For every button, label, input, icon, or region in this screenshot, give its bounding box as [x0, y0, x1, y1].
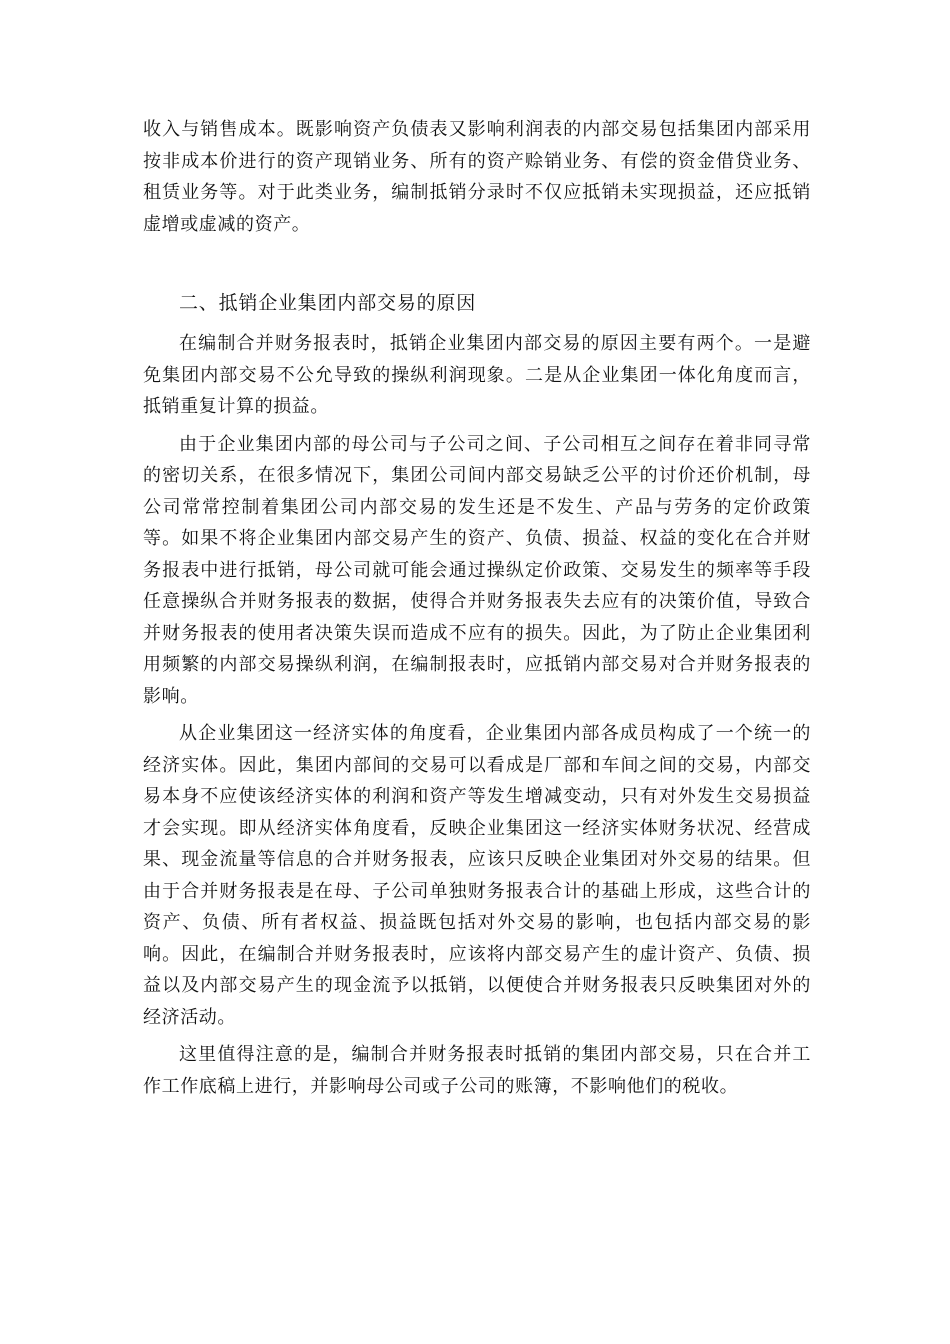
paragraph-note: 这里值得注意的是，编制合并财务报表时抵销的集团内部交易，只在合并工作工作底稿上进行，并影响母公司或子公司的账簿，不影响他们的税收。 — [143, 1044, 811, 1097]
document-body — [143, 114, 811, 1108]
paragraph-parent-subsidiary: 由于企业集团内部的母公司与子公司之间、子公司相互之间存在着非同寻常的密切关系，在很多情况下，集团公司间内部交易缺乏公平的讨价还价机制，母公司常常控制着集团公司内部交易的发生还是不发生、产品与劳务的定价政策等。如果不将企业集团内部交易产生的资产、负债、损益、权益的变化在合并财务报表中进行抵销，母公司就可能会通过操纵定价政策、交易发生的频率等手段任意操纵合并财务报表的数据，使得合并财务报表失去应有的决策价值，导致合并财务报表的使用者决策失误而造成不应有的损失。因此，为了防止企业集团利用频繁的内部交易操纵利润，在编制报表时，应抵销内部交易对合并财务报表的影响。 — [143, 433, 811, 707]
section-heading: 二、抵销企业集团内部交易的原因 — [179, 292, 477, 314]
paragraph-continued: 收入与销售成本。既影响资产负债表又影响利润表的内部交易包括集团内部采用按非成本价进行的资产现销业务、所有的资产赊销业务、有偿的资金借贷业务、租赁业务等。对于此类业务，编制抵销分录时不仅应抵销未实现损益，还应抵销虚增或虚减的资产。 — [143, 119, 811, 235]
paragraph-reasons-intro: 在编制合并财务报表时，抵销企业集团内部交易的原因主要有两个。一是避免集团内部交易不公允导致的操纵利润现象。二是从企业集团一体化角度而言，抵销重复计算的损益。 — [143, 333, 811, 417]
paragraph-economic-entity: 从企业集团这一经济实体的角度看，企业集团内部各成员构成了一个统一的经济实体。因此，集团内部间的交易可以看成是厂部和车间之间的交易，内部交易本身不应使该经济实体的利润和资产等发生增减变动，只有对外发生交易损益才会实现。即从经济实体角度看，反映企业集团这一经济实体财务状况、经营成果、现金流量等信息的合并财务报表，应该只反映企业集团对外交易的结果。但由于合并财务报表是在母、子公司单独财务报表合计的基础上形成，这些合计的资产、负债、所有者权益、损益既包括对外交易的影响，也包括内部交易的影响。因此，在编制合并财务报表时，应该将内部交易产生的虚计资产、负债、损益以及内部交易产生的现金流予以抵销，以便使合并财务报表只反映集团对外的经济活动。 — [143, 723, 811, 1028]
